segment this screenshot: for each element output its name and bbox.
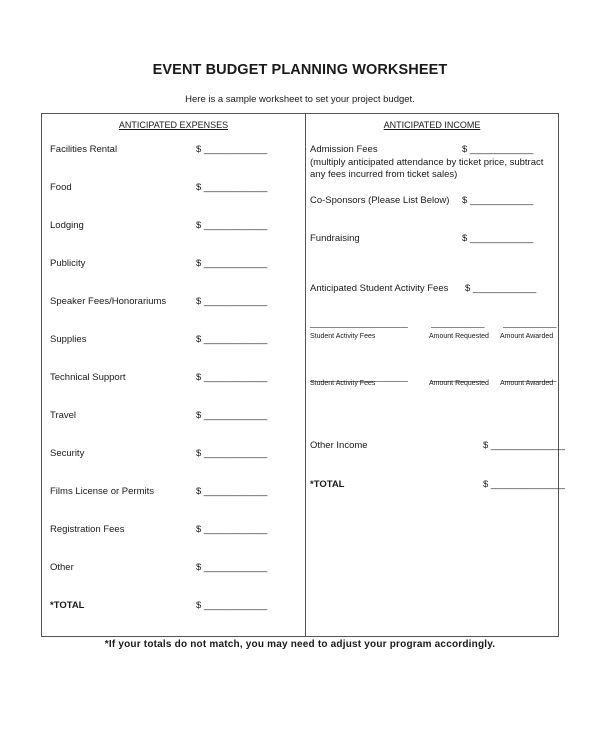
expense-total-amount[interactable]: $ ____________ <box>196 600 268 611</box>
expense-amount[interactable]: $ ____________ <box>196 486 268 497</box>
amount-awarded-line[interactable]: ____________ <box>503 319 557 328</box>
expense-amount[interactable]: $ ____________ <box>196 524 268 535</box>
expense-amount[interactable]: $ ____________ <box>196 258 268 269</box>
expense-amount[interactable]: $ ____________ <box>196 296 268 307</box>
fundraising-amount[interactable]: $ ____________ <box>462 233 534 244</box>
amount-awarded-caption: Amount Awarded <box>500 333 554 340</box>
expense-amount[interactable]: $ ____________ <box>196 182 268 193</box>
income-total-amount[interactable]: $ ______________ <box>483 479 565 490</box>
student-fees-label: Anticipated Student Activity Fees <box>310 283 449 294</box>
cosponsors-label: Co-Sponsors (Please List Below) <box>310 195 450 206</box>
expense-amount[interactable]: $ ____________ <box>196 562 268 573</box>
expense-total-label: *TOTAL <box>50 600 85 611</box>
admission-fees-label: Admission Fees <box>310 144 378 155</box>
amount-awarded-line[interactable]: ____________ <box>503 373 557 382</box>
expense-label: Other <box>50 562 74 573</box>
expense-label: Supplies <box>50 334 87 345</box>
amount-requested-caption: Amount Requested <box>429 380 489 387</box>
student-fee-caption: Student Activity Fees <box>310 333 376 340</box>
expense-label: Publicity <box>50 258 86 269</box>
other-income-amount[interactable]: $ ______________ <box>483 440 565 451</box>
amount-awarded-caption: Amount Awarded <box>500 380 554 387</box>
expense-amount[interactable]: $ ____________ <box>196 372 268 383</box>
student-fee-caption: Student Activity Fees <box>310 380 376 387</box>
other-income-label: Other Income <box>310 440 368 451</box>
expense-label: Food <box>50 182 72 193</box>
income-total-label: *TOTAL <box>310 479 345 490</box>
footnote: *If your totals do not match, you may need to adjust your program accordingly. <box>104 639 496 650</box>
expense-amount[interactable]: $ ____________ <box>196 410 268 421</box>
amount-requested-caption: Amount Requested <box>429 333 489 340</box>
worksheet-subtitle: Here is a sample worksheet to set your project budget. <box>185 94 415 105</box>
expense-label: Technical Support <box>50 372 126 383</box>
expense-label: Films License or Permits <box>50 486 154 497</box>
fundraising-label: Fundraising <box>310 233 360 244</box>
expense-label: Speaker Fees/Honorariums <box>50 296 167 307</box>
expense-label: Security <box>50 448 85 459</box>
cosponsors-amount[interactable]: $ ____________ <box>462 195 534 206</box>
income-heading: ANTICIPATED INCOME <box>383 120 481 130</box>
student-fee-line[interactable]: ______________________ <box>310 373 408 382</box>
admission-note: (multiply anticipated attendance by ticket price, subtract <box>310 157 544 168</box>
admission-fees-amount[interactable]: $ ____________ <box>462 144 534 155</box>
student-fees-amount[interactable]: $ ____________ <box>465 283 537 294</box>
expense-label: Lodging <box>50 220 84 231</box>
expense-label: Travel <box>50 410 77 421</box>
expense-amount[interactable]: $ ____________ <box>196 220 268 231</box>
admission-note: any fees incurred from ticket sales) <box>310 169 458 180</box>
budget-table <box>41 113 565 637</box>
amount-requested-line[interactable]: ____________ <box>431 319 485 328</box>
student-fee-line[interactable]: ______________________ <box>310 319 408 328</box>
expense-amount[interactable]: $ ____________ <box>196 334 268 345</box>
column-divider <box>305 114 306 636</box>
expense-amount[interactable]: $ ____________ <box>196 448 268 459</box>
expenses-heading: ANTICIPATED EXPENSES <box>118 120 229 130</box>
worksheet-title: EVENT BUDGET PLANNING WORKSHEET <box>152 62 448 78</box>
expense-label: Facilities Rental <box>50 144 118 155</box>
amount-requested-line[interactable]: ____________ <box>431 373 485 382</box>
expense-label: Registration Fees <box>50 524 125 535</box>
expense-amount[interactable]: $ ____________ <box>196 144 268 155</box>
